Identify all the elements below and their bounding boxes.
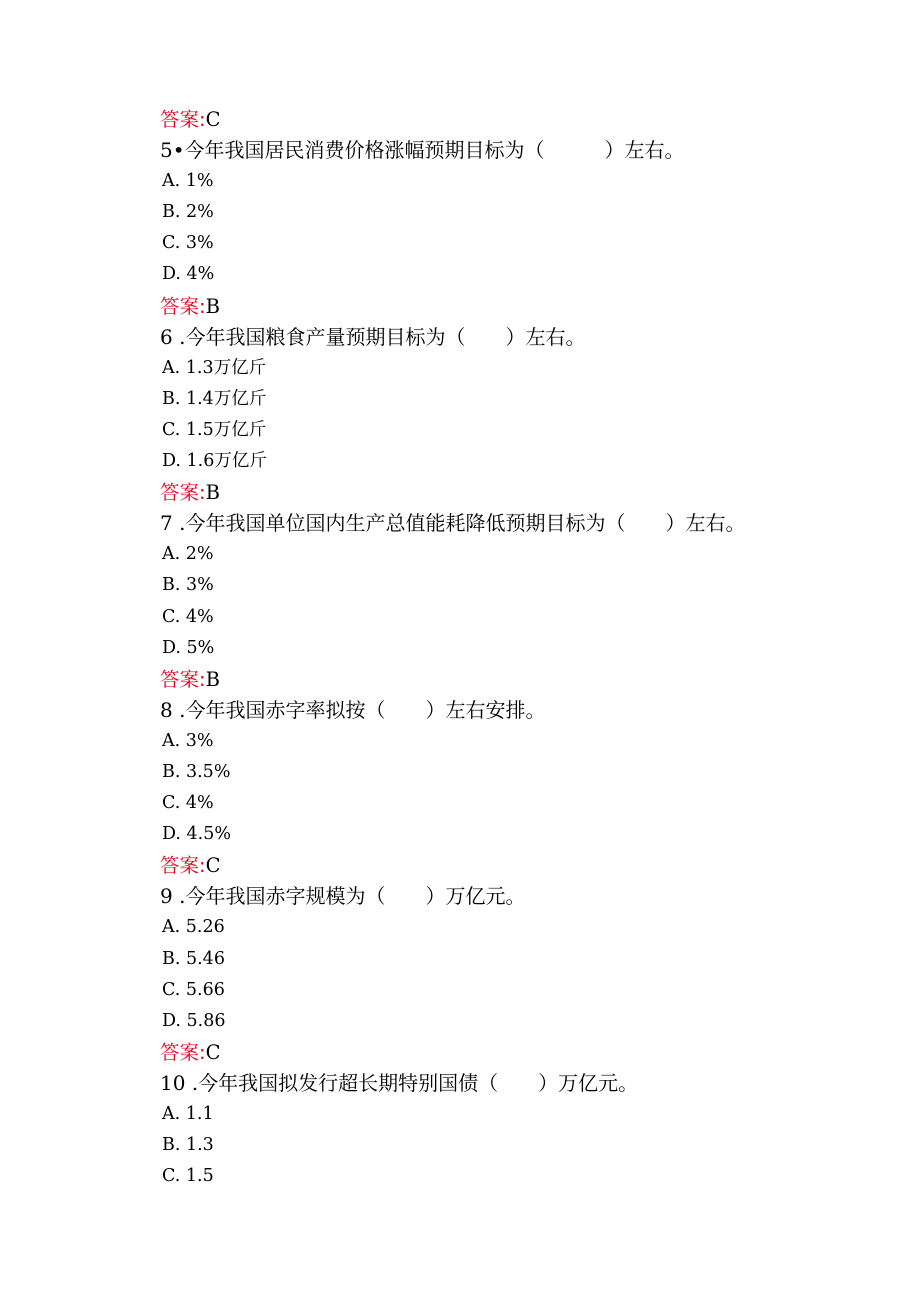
option-text: C. 3% <box>162 233 214 254</box>
answer-line <box>160 664 860 695</box>
option-text: A. 1.1 <box>162 1104 214 1124</box>
option-text: B. 1.4万亿斤 <box>162 388 267 409</box>
answer-label: 答案: <box>160 1040 206 1064</box>
option-text: A. 3% <box>162 730 214 751</box>
option-text: C. 5.66 <box>162 979 225 1000</box>
option-text: A. 5.26 <box>162 917 225 938</box>
option-text: A. 2% <box>162 544 214 565</box>
question-text: 7 .今年我国单位国内生产总值能耗降低预期目标为（ ）左右。 <box>160 511 746 536</box>
question-text: 6 .今年我国粮食产量预期目标为（ ）左右。 <box>160 324 586 349</box>
answer-value: C <box>205 1040 221 1064</box>
option-text: C. 4% <box>162 793 214 814</box>
answer-value: B <box>205 667 220 691</box>
option-text: B. 3% <box>162 575 214 596</box>
option-text: D. 4% <box>162 264 215 285</box>
question-text: 5•今年我国居民消费价格涨幅预期目标为（ ）左右。 <box>160 138 685 163</box>
answer-line <box>160 850 860 881</box>
answer-label: 答案: <box>160 108 206 131</box>
option-text: C. 4% <box>162 606 214 627</box>
answer-line <box>160 104 860 135</box>
option-text: D. 4.5% <box>162 824 231 845</box>
answer-label: 答案: <box>160 667 206 691</box>
question-text: 8 .今年我国赤字率拟按（ ）左右安排。 <box>160 697 546 722</box>
option-text: C. 1.5 <box>162 1166 214 1187</box>
option-text: D. 1.6万亿斤 <box>162 451 267 472</box>
question-text: 10 .今年我国拟发行超长期特别国债（ ）万亿元。 <box>160 1070 639 1095</box>
option-text: B. 5.46 <box>162 948 225 969</box>
answer-value: C <box>205 108 221 131</box>
quiz-content <box>160 104 860 1192</box>
option-text: B. 3.5% <box>162 761 231 782</box>
answer-label: 答案: <box>160 854 206 878</box>
answer-line <box>160 291 860 322</box>
option-text: B. 2% <box>162 202 214 223</box>
answer-value: C <box>205 854 221 878</box>
answer-line <box>160 1037 860 1068</box>
option-text: A. 1.3万亿斤 <box>162 357 267 378</box>
answer-value: B <box>205 481 220 505</box>
option-text: B. 1.3 <box>162 1135 214 1156</box>
option-text: A. 1% <box>162 171 214 192</box>
answer-label: 答案: <box>160 481 206 505</box>
option-text: D. 5.86 <box>162 1010 226 1031</box>
answer-value: B <box>205 294 220 318</box>
answer-line <box>160 477 860 508</box>
option-text: C. 1.5万亿斤 <box>162 419 267 440</box>
answer-label: 答案: <box>160 294 206 318</box>
question-text: 9 .今年我国赤字规模为（ ）万亿元。 <box>160 884 526 909</box>
option-text: D. 5% <box>162 637 215 658</box>
